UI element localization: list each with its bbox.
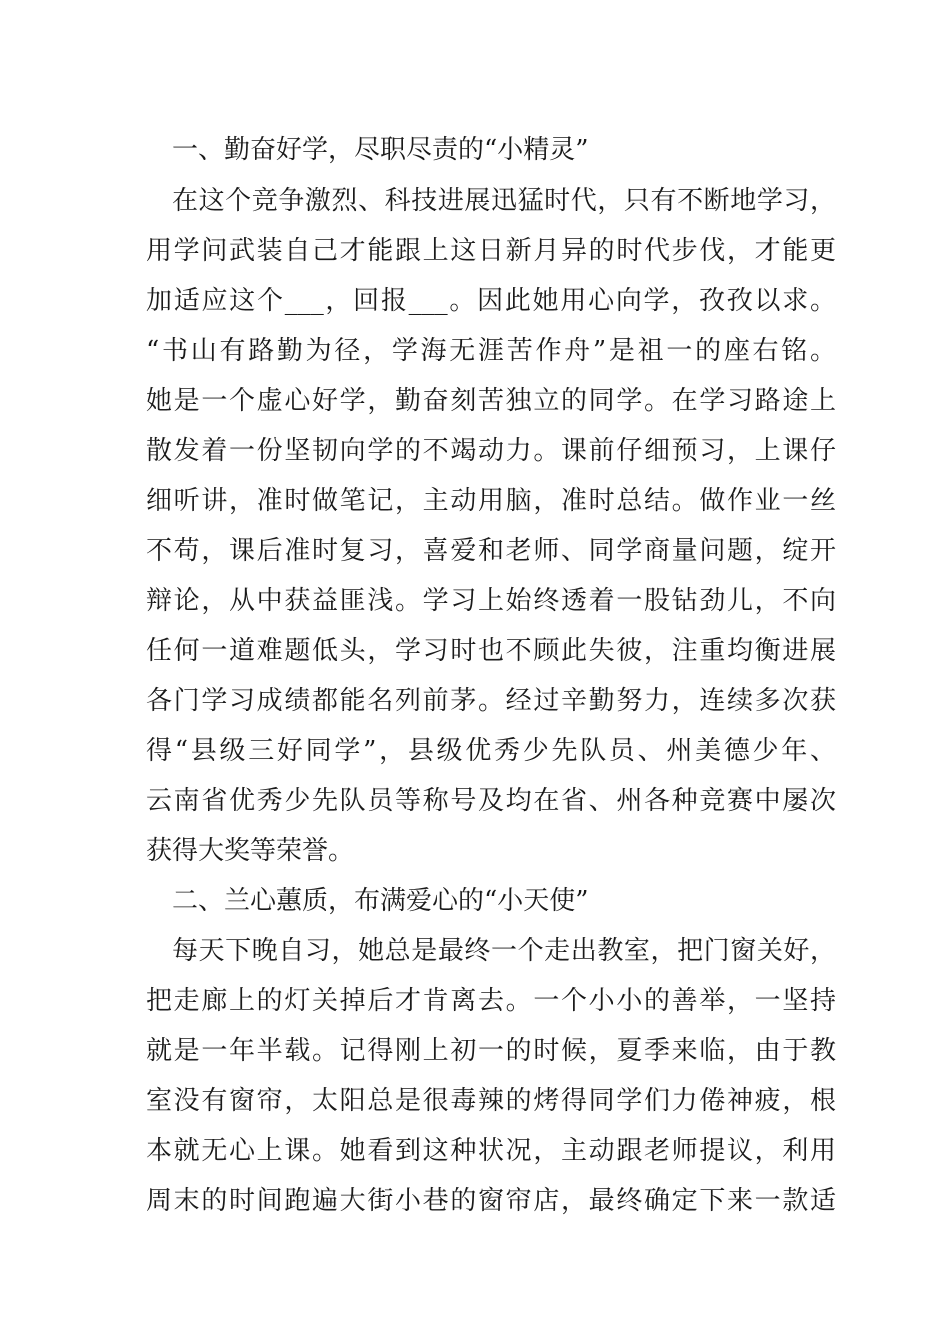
paragraph-line: 她是一个虚心好学，勤奋刻苦独立的同学。在学习路途上 xyxy=(146,386,836,416)
paragraph-line: 任何一道难题低头，学习时也不顾此失彼，注重均衡进展 xyxy=(146,636,836,666)
paragraph-line: 各门学习成绩都能名列前茅。经过辛勤努力，连续多次获 xyxy=(146,686,836,716)
paragraph-line: 云南省优秀少先队员等称号及均在省、州各种竞赛中屡次 xyxy=(146,786,836,816)
paragraph-line: 室没有窗帘，太阳总是很毒辣的烤得同学们力倦神疲，根 xyxy=(146,1086,836,1116)
paragraph-line: 不苟，课后准时复习，喜爱和老师、同学商量问题，绽开 xyxy=(146,536,836,566)
paragraph-line: 细听讲，准时做笔记，主动用脑，准时总结。做作业一丝 xyxy=(146,486,836,516)
section-heading-2: 二、兰心蕙质，布满爱心的“小天使” xyxy=(172,886,589,916)
paragraph-line: 用学问武装自己才能跟上这日新月异的时代步伐，才能更 xyxy=(146,236,836,266)
paragraph-line: 在这个竞争激烈、科技进展迅猛时代，只有不断地学习， xyxy=(172,186,836,216)
paragraph-line: 就是一年半载。记得刚上初一的时候，夏季来临，由于教 xyxy=(146,1036,836,1066)
paragraph-line: 每天下晚自习，她总是最终一个走出教室，把门窗关好， xyxy=(172,936,836,966)
paragraph-line: 周末的时间跑遍大街小巷的窗帘店，最终确定下来一款适 xyxy=(146,1186,836,1216)
paragraph-line: 把走廊上的灯关掉后才肯离去。一个小小的善举，一坚持 xyxy=(146,986,836,1016)
paragraph-line: 辩论，从中获益匪浅。学习上始终透着一股钻劲儿，不向 xyxy=(146,586,836,616)
paragraph-line: 散发着一份坚韧向学的不竭动力。课前仔细预习，上课仔 xyxy=(146,436,836,466)
paragraph-line: 加适应这个___，回报___。因此她用心向学，孜孜以求。 xyxy=(146,286,836,316)
paragraph-line: “书山有路勤为径，学海无涯苦作舟”是祖一的座右铭。 xyxy=(146,336,836,366)
paragraph-line: 本就无心上课。她看到这种状况，主动跟老师提议，利用 xyxy=(146,1136,836,1166)
section-heading-1: 一、勤奋好学，尽职尽责的“小精灵” xyxy=(172,135,589,165)
paragraph-line: 获得大奖等荣誉。 xyxy=(146,836,355,866)
paragraph-line: 得“县级三好同学”，县级优秀少先队员、州美德少年、 xyxy=(146,736,836,766)
